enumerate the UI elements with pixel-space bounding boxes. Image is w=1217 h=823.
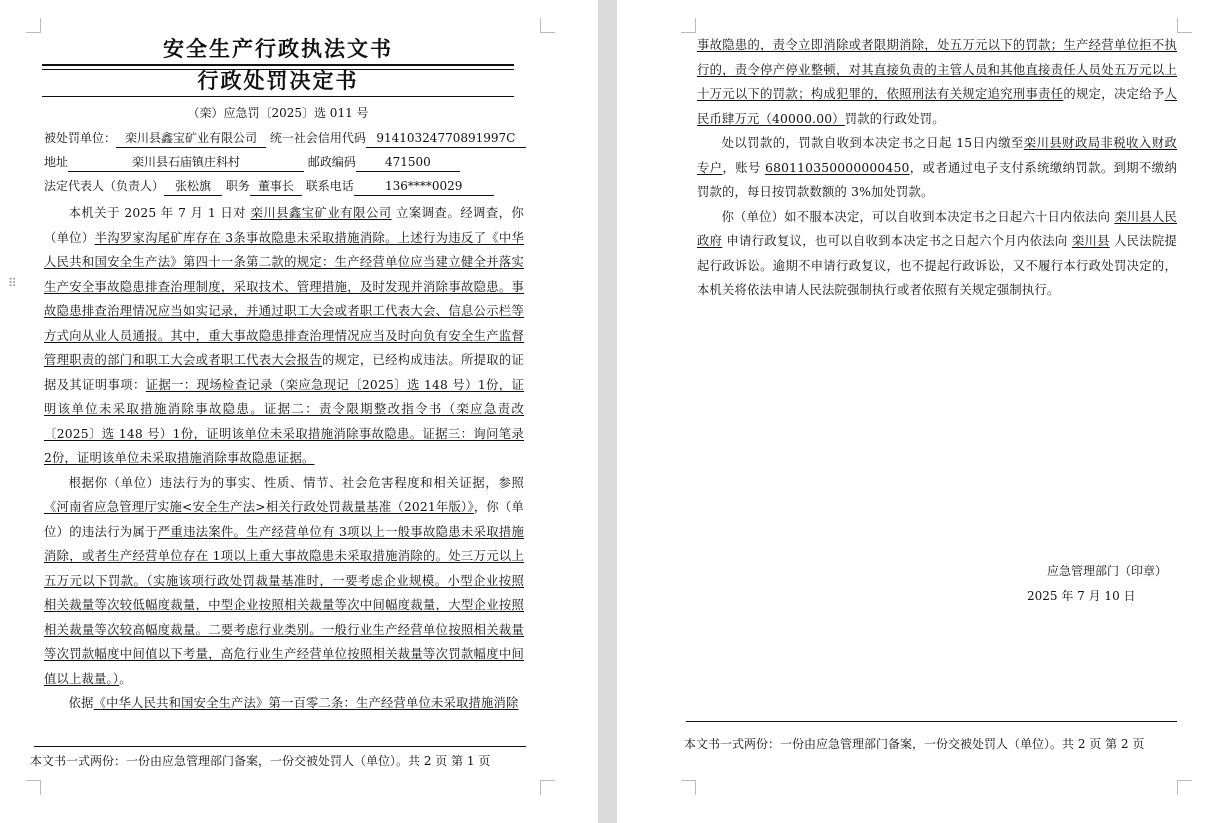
credit-label: 统一社会信用代码: [269, 131, 366, 145]
underlined-text: 《河南省应急管理厅实施<安全生产法>相关行政处罚裁量基准（2021年版）》: [44, 500, 474, 514]
crop-mark: [681, 780, 696, 795]
underlined-text: 栾川县人民政府: [697, 209, 1177, 248]
text-run: 罚款的行政处罚。: [844, 111, 945, 126]
underlined-text: 证据一：现场检查记录（栾应急现记〔2025〕选 148 号）1份，证明该单位未采取措施消除事故隐患。证据二：责令限期整改指令书（栾应急责改 〔2025〕选 148 号）1份，证明该单位未采取措施消除事故隐患。证据三：询问笔录 2份，证明该单位未采取措施消除事故隐患证据。: [44, 377, 524, 465]
representative-line: [44, 177, 524, 196]
issue-date: 2025 年 7 月 10 日: [1027, 589, 1136, 603]
text-run: 立案调查。经调查，你（单位）: [44, 206, 525, 245]
crop-mark: [540, 780, 555, 795]
underlined-text: 680110350000000450: [765, 160, 910, 175]
issuer-seal-label: 应急管理部门（印章）: [1047, 564, 1168, 578]
crop-mark: [1177, 18, 1192, 33]
underlined-text: 栾川县: [1071, 234, 1110, 248]
body-paragraph: [44, 691, 524, 716]
footer-rule: [34, 746, 526, 747]
underlined-text: 严重违法案件。生产经营单位有 3项以上一般事故隐患未采取措施消除，或者生产经营单位存在 1项以上重大事故隐患未采取措施消除的。处三万元以上五万元以下罚款。（实施该项行政处罚裁量基准时，一要考虑企业规模。小型企业按照相关裁量等次较低幅度裁量，中型企业按照相关裁量等次中间幅度裁量，大型企业按照相关裁量等次较高幅度裁量。二要考虑行业类别。一般行业生产经营单位按照相关裁量等次罚款幅度中间值以下考量，高危行业生产经营单位按照相关裁量等次罚款幅度中间值以上裁量。）: [44, 524, 525, 686]
punished-label: 被处罚单位：: [44, 131, 117, 145]
drag-handle-icon[interactable]: ⠿: [8, 276, 18, 290]
underlined-text: 人民币肆万元（40000.00）: [697, 87, 1177, 126]
text-run: 申请行政复议，也可以自收到本决定书之日起六个月内依法向: [722, 234, 1072, 248]
address-value: 栾川县石庙镇庄科村: [68, 153, 304, 172]
crop-mark: [540, 18, 555, 33]
document-number: （栾）应急罚〔2025〕选 011 号: [187, 106, 369, 120]
body-paragraph: [697, 131, 1177, 205]
underlined-text: 栾川县财政局非税收入财政专户: [697, 136, 1177, 175]
document-title: 安全生产行政执法文书: [163, 36, 393, 61]
body-paragraph: [44, 201, 524, 471]
body-paragraph: [697, 205, 1177, 303]
text-run: 对: [233, 206, 251, 220]
body-paragraph: [44, 471, 524, 692]
footer-rule: [686, 721, 1177, 722]
rep-value: 张松旗: [164, 177, 222, 196]
document-page-2: [617, 0, 1217, 823]
punished-party-line: [44, 129, 524, 148]
punished-value: 栾川县鑫宝矿业有限公司: [116, 129, 266, 148]
text-run: 本机关于: [68, 206, 125, 220]
page2-body: [697, 33, 1177, 303]
position-value: 董事长: [250, 177, 302, 196]
page-gap: [598, 0, 617, 823]
text-run: ，账号: [722, 160, 766, 175]
text-run: 处以罚款的，罚款自收到本决定书之日起 15日内缴至: [721, 136, 1024, 150]
underlined-text: 栾川县鑫宝矿业有限公司: [250, 206, 392, 220]
text-run: 。: [119, 671, 132, 686]
address-line: [44, 153, 524, 172]
crop-mark: [681, 18, 696, 33]
underlined-text: 《中华人民共和国安全生产法》第一百零二条：生产经营单位未采取措施消除: [93, 696, 519, 710]
page1-footer: 本文书一式两份：一份由应急管理部门备案，一份交被处罚人（单位）。共 2 页 第 1 页: [30, 754, 491, 768]
text-run: 人民法院提起行政诉讼。逾期不申请行政复议，也不提起行政诉讼，又不履行本行政处罚决定的，本机关将依法申请人民法院强制执行或者依照有关规定强制执行。: [697, 234, 1178, 297]
crop-mark: [26, 780, 41, 795]
postcode-value: 471500: [356, 153, 460, 172]
phone-value: 136****0029: [354, 177, 494, 196]
crop-mark: [26, 18, 41, 33]
text-run: 依据: [68, 696, 94, 710]
text-run: 的规定，决定给予: [1063, 87, 1165, 101]
position-label: 职务: [225, 179, 250, 193]
address-label: 地址: [44, 155, 69, 169]
underlined-text: 半沟罗家沟尾矿库存在 3条事故隐患未采取措施消除。上述行为违反了《中华人民共和国安全生产法》第四十一条第二款的规定：生产经营单位应当建立健全并落实生产安全事故隐患排查治理制度，采取技术、管理措施，及时发现并消除事故隐患。事故隐患排查治理情况应当如实记录，并通过职工大会或者职工代表大会、信息公示栏等方式向从业人员通报。其中，重大事故隐患排查治理情况应当及时向负有安全生产监督管理职责的部门和职工大会或者职工代表大会报告: [44, 230, 525, 367]
crop-mark: [1177, 780, 1192, 795]
postcode-label: 邮政编码: [307, 155, 356, 169]
underlined-text: 事故隐患的，责令立即消除或者限期消除，处五万元以下的罚款；生产经营单位拒不执行的，责令停产停业整顿，对其直接负责的主管人员和其他直接责任人员处五万元以上十万元以下的罚款；构成犯罪的，依照刑法有关规定追究刑事责任: [697, 38, 1177, 101]
text-run: 的规定，已经构成违法。所提取的证据及其证明事项：: [44, 353, 525, 392]
document-page-1: [0, 0, 598, 823]
document-subtitle: 行政处罚决定书: [197, 68, 359, 93]
text-run: 根据你（单位）违法行为的事实、性质、情节、社会危害程度和相关证据，参照: [68, 475, 524, 490]
page2-footer: 本文书一式两份：一份由应急管理部门备案，一份交被处罚人（单位）。共 2 页 第 2 页: [684, 737, 1145, 751]
text-run: 你（单位）如不服本决定，可以自收到本决定书之日起六十日内依法向: [721, 209, 1115, 224]
body-paragraph: [697, 33, 1177, 131]
page1-body: [44, 201, 524, 716]
text-run: ，你（单位）的违法行为属于: [44, 500, 524, 539]
text-run: 2025 年 7 月 1 日: [124, 206, 234, 220]
credit-value: 91410324770891997C: [366, 129, 526, 148]
phone-label: 联系电话: [305, 179, 354, 193]
subtitle-rule: [42, 96, 514, 97]
rep-label: 法定代表人（负责人）: [44, 179, 165, 193]
text-run: ，或者通过电子支付系统缴纳罚款。到期不缴纳罚款的，每日按罚款数额的 3%加处罚款。: [697, 160, 1178, 199]
